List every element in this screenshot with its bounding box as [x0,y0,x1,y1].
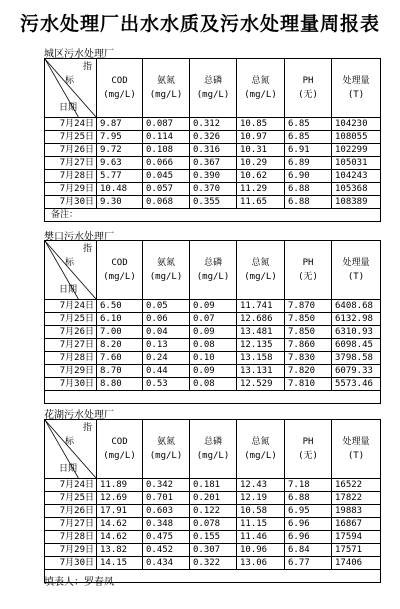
table-row [45,313,381,326]
column-header [97,241,143,300]
date-cell: 7月24日 [45,300,97,313]
tp-cell: 0.355 [190,196,237,209]
ph-cell: 6.96 [285,531,332,544]
tn-cell: 10.58 [237,505,285,518]
plant-title-fankou: 樊口污水处理厂 [44,232,114,243]
ph-cell: 7.18 [285,479,332,492]
column-name: 处理量 [342,437,370,447]
volume-cell: 104243 [332,170,381,183]
table-row [45,365,381,378]
tn-cell: 11.15 [237,518,285,531]
tn-cell: 12.135 [237,339,285,352]
tp-cell: 0.155 [190,531,237,544]
volume-cell: 17406 [332,557,381,570]
tn-cell: 13.131 [237,365,285,378]
corner-top-label: 指 [82,244,92,254]
nh3n-cell: 0.475 [143,531,190,544]
cod-cell: 9.72 [97,144,143,157]
column-unit: (mg/L) [149,451,183,461]
column-name: 总磷 [203,437,222,447]
nh3n-cell: 0.701 [143,492,190,505]
tp-cell: 0.316 [190,144,237,157]
note-row [45,391,381,404]
nh3n-cell: 0.108 [143,144,190,157]
table-row [45,531,381,544]
column-header [332,241,381,300]
cod-cell: 8.20 [97,339,143,352]
date-cell: 7月26日 [45,505,97,518]
date-cell: 7月26日 [45,144,97,157]
table-row [45,339,381,352]
tp-cell: 0.326 [190,131,237,144]
tp-cell: 0.07 [190,313,237,326]
nh3n-cell: 0.068 [143,196,190,209]
tn-cell: 11.65 [237,196,285,209]
table-row [45,300,381,313]
tn-cell: 12.529 [237,378,285,391]
tn-cell: 13.06 [237,557,285,570]
corner-mid-label: 标 [65,437,75,447]
column-header [190,59,237,118]
date-cell: 7月30日 [45,196,97,209]
table-row [45,544,381,557]
nh3n-cell: 0.045 [143,170,190,183]
nh3n-cell: 0.24 [143,352,190,365]
tn-cell: 12.686 [237,313,285,326]
column-header [190,420,237,479]
volume-cell: 108389 [332,196,381,209]
ph-cell: 7.850 [285,326,332,339]
volume-cell: 6310.93 [332,326,381,339]
column-unit: (T) [347,272,365,282]
corner-top-label: 指 [82,62,92,72]
date-cell: 7月25日 [45,131,97,144]
cod-cell: 8.70 [97,365,143,378]
ph-cell: 6.77 [285,557,332,570]
date-cell: 7月24日 [45,118,97,131]
column-header [97,59,143,118]
ph-cell: 6.95 [285,505,332,518]
nh3n-cell: 0.53 [143,378,190,391]
nh3n-cell: 0.06 [143,313,190,326]
ph-cell: 6.90 [285,170,332,183]
volume-cell: 104230 [332,118,381,131]
tn-cell: 10.62 [237,170,285,183]
cod-cell: 14.15 [97,557,143,570]
column-unit: (mg/L) [196,90,230,100]
table-row [45,518,381,531]
column-header [285,241,332,300]
nh3n-cell: 0.087 [143,118,190,131]
table-row [45,326,381,339]
nh3n-cell: 0.05 [143,300,190,313]
column-unit: (mg/L) [244,451,277,461]
tn-cell: 10.96 [237,544,285,557]
date-cell: 7月27日 [45,339,97,352]
plant-title-chengqu: 城区污水处理厂 [44,49,114,60]
column-unit: (无) [298,451,318,461]
corner-top-label: 指 [82,423,92,433]
table-row [45,183,381,196]
tp-cell: 0.181 [190,479,237,492]
cod-cell: 7.60 [97,352,143,365]
cod-cell: 7.95 [97,131,143,144]
tp-cell: 0.078 [190,518,237,531]
table-row [45,170,381,183]
column-name: 处理量 [342,258,370,268]
tn-cell: 11.741 [237,300,285,313]
date-cell: 7月27日 [45,518,97,531]
nh3n-cell: 0.066 [143,157,190,170]
tn-cell: 11.46 [237,531,285,544]
ph-cell: 7.820 [285,365,332,378]
cod-cell: 11.89 [97,479,143,492]
date-cell: 7月30日 [45,378,97,391]
ph-cell: 6.88 [285,183,332,196]
cod-cell: 9.63 [97,157,143,170]
ph-cell: 7.860 [285,339,332,352]
tp-cell: 0.201 [190,492,237,505]
column-name: 总磷 [203,258,222,268]
volume-cell: 6098.45 [332,339,381,352]
table-huahu [44,419,381,583]
column-header [237,420,285,479]
cod-cell: 13.82 [97,544,143,557]
cod-cell: 8.80 [97,378,143,391]
column-unit: (mg/L) [103,90,136,100]
cod-cell: 9.30 [97,196,143,209]
ph-cell: 6.89 [285,157,332,170]
tp-cell: 0.10 [190,352,237,365]
column-name: 总磷 [203,76,222,86]
column-name: PH [302,437,314,447]
column-unit: (mg/L) [196,272,230,282]
column-unit: (T) [347,451,365,461]
table-row [45,196,381,209]
tp-cell: 0.322 [190,557,237,570]
volume-cell: 6132.98 [332,313,381,326]
volume-cell: 17571 [332,544,381,557]
tn-cell: 13.158 [237,352,285,365]
note-row [45,209,381,222]
corner-cell [45,59,97,118]
column-header [190,241,237,300]
table-row [45,118,381,131]
volume-cell: 16867 [332,518,381,531]
column-unit: (mg/L) [244,90,277,100]
nh3n-cell: 0.452 [143,544,190,557]
date-cell: 7月28日 [45,352,97,365]
corner-bottom-label: 日期 [59,464,78,474]
column-header [237,59,285,118]
tn-cell: 12.19 [237,492,285,505]
tp-cell: 0.390 [190,170,237,183]
ph-cell: 7.810 [285,378,332,391]
date-cell: 7月28日 [45,531,97,544]
volume-cell: 6408.68 [332,300,381,313]
volume-cell: 6079.33 [332,365,381,378]
corner-bottom-label: 日期 [59,285,78,295]
corner-cell [45,241,97,300]
cod-cell: 6.50 [97,300,143,313]
column-name: PH [302,258,314,268]
cod-cell: 14.62 [97,518,143,531]
nh3n-cell: 0.13 [143,339,190,352]
volume-cell: 19883 [332,505,381,518]
table-chengqu [44,58,381,222]
column-name: 氨氮 [156,76,175,86]
column-name: 总氮 [251,76,270,86]
tp-cell: 0.122 [190,505,237,518]
table-row [45,157,381,170]
date-cell: 7月29日 [45,544,97,557]
table-row [45,479,381,492]
date-cell: 7月25日 [45,313,97,326]
corner-cell [45,420,97,479]
column-header [285,420,332,479]
column-name: COD [111,437,128,447]
column-name: PH [302,76,314,86]
volume-cell: 105368 [332,183,381,196]
tp-cell: 0.09 [190,365,237,378]
volume-cell: 3798.58 [332,352,381,365]
column-unit: (mg/L) [149,272,183,282]
column-unit: (mg/L) [196,451,230,461]
ph-cell: 6.91 [285,144,332,157]
column-name: 总氮 [251,437,270,447]
tn-cell: 10.29 [237,157,285,170]
tp-cell: 0.08 [190,378,237,391]
nh3n-cell: 0.348 [143,518,190,531]
date-cell: 7月26日 [45,326,97,339]
cod-cell: 7.00 [97,326,143,339]
column-unit: (无) [298,272,318,282]
tn-cell: 10.97 [237,131,285,144]
volume-cell: 5573.46 [332,378,381,391]
date-cell: 7月30日 [45,557,97,570]
table-row [45,144,381,157]
column-name: COD [111,76,128,86]
ph-cell: 6.96 [285,518,332,531]
header-row [45,420,381,479]
note-cell: 备注： [45,209,381,222]
column-name: COD [111,258,128,268]
column-name: 总氮 [251,258,270,268]
column-unit: (无) [298,90,318,100]
table-row [45,352,381,365]
table-row [45,131,381,144]
ph-cell: 7.850 [285,313,332,326]
nh3n-cell: 0.114 [143,131,190,144]
volume-cell: 16522 [332,479,381,492]
column-header [97,420,143,479]
date-cell: 7月25日 [45,492,97,505]
table-fankou [44,240,381,404]
header-row [45,241,381,300]
column-header [143,59,190,118]
cod-cell: 12.69 [97,492,143,505]
date-cell: 7月29日 [45,365,97,378]
report-title: 污水处理厂出水水质及污水处理量周报表 [19,13,380,35]
filler-label: 填表人：罗春凤 [44,577,114,588]
header-row [45,59,381,118]
volume-cell: 105031 [332,157,381,170]
tp-cell: 0.370 [190,183,237,196]
nh3n-cell: 0.434 [143,557,190,570]
ph-cell: 7.830 [285,352,332,365]
date-cell: 7月24日 [45,479,97,492]
column-header [143,420,190,479]
date-cell: 7月29日 [45,183,97,196]
tn-cell: 12.43 [237,479,285,492]
tp-cell: 0.09 [190,300,237,313]
date-cell: 7月27日 [45,157,97,170]
column-unit: (mg/L) [103,272,136,282]
column-header [143,241,190,300]
column-header [285,59,332,118]
column-unit: (T) [347,90,365,100]
tp-cell: 0.09 [190,326,237,339]
volume-cell: 102299 [332,144,381,157]
volume-cell: 108055 [332,131,381,144]
ph-cell: 6.84 [285,544,332,557]
cod-cell: 14.62 [97,531,143,544]
volume-cell: 17594 [332,531,381,544]
column-header [332,420,381,479]
tp-cell: 0.307 [190,544,237,557]
table-row [45,492,381,505]
ph-cell: 7.870 [285,300,332,313]
column-unit: (mg/L) [149,90,183,100]
ph-cell: 6.85 [285,118,332,131]
date-cell: 7月28日 [45,170,97,183]
column-header [332,59,381,118]
corner-mid-label: 标 [65,76,75,86]
column-name: 处理量 [342,76,370,86]
tn-cell: 10.85 [237,118,285,131]
cod-cell: 6.10 [97,313,143,326]
cod-cell: 10.48 [97,183,143,196]
tn-cell: 11.29 [237,183,285,196]
table-row [45,505,381,518]
nh3n-cell: 0.057 [143,183,190,196]
tp-cell: 0.08 [190,339,237,352]
tn-cell: 13.481 [237,326,285,339]
column-name: 氨氮 [156,437,175,447]
tp-cell: 0.312 [190,118,237,131]
nh3n-cell: 0.603 [143,505,190,518]
note-cell [45,391,381,404]
corner-mid-label: 标 [65,258,75,268]
cod-cell: 5.77 [97,170,143,183]
nh3n-cell: 0.342 [143,479,190,492]
column-header [237,241,285,300]
tn-cell: 10.31 [237,144,285,157]
cod-cell: 9.87 [97,118,143,131]
nh3n-cell: 0.44 [143,365,190,378]
ph-cell: 6.85 [285,131,332,144]
volume-cell: 17822 [332,492,381,505]
column-unit: (mg/L) [103,451,136,461]
ph-cell: 6.88 [285,196,332,209]
table-row [45,378,381,391]
ph-cell: 6.88 [285,492,332,505]
column-name: 氨氮 [156,258,175,268]
cod-cell: 17.91 [97,505,143,518]
table-row [45,557,381,570]
column-unit: (mg/L) [244,272,277,282]
corner-bottom-label: 日期 [59,103,78,113]
tp-cell: 0.367 [190,157,237,170]
plant-title-huahu: 花湖污水处理厂 [44,410,114,421]
nh3n-cell: 0.04 [143,326,190,339]
